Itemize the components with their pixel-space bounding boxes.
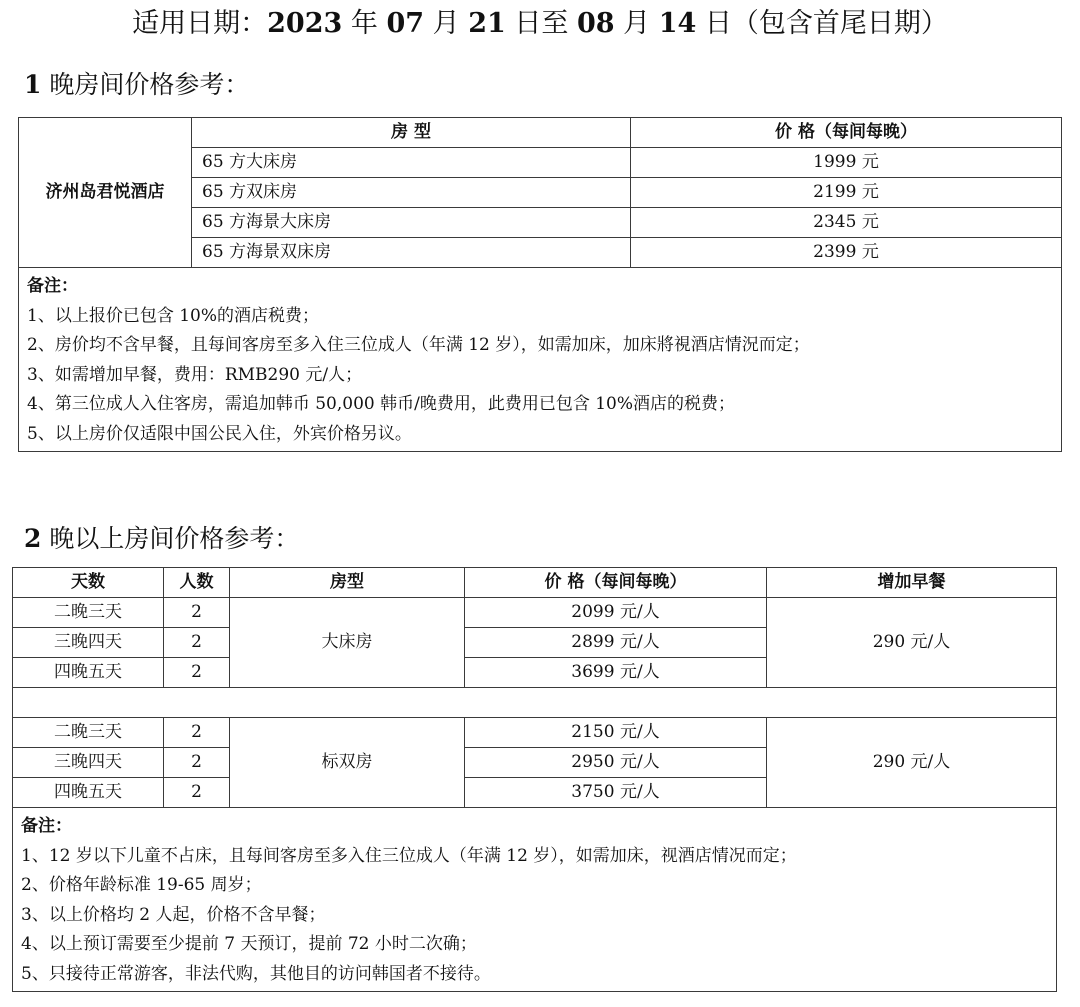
price-cell: 3699 元/人 [465,658,767,688]
header-price: 价 格（每间每晚） [465,568,767,598]
notes-cell [19,268,1062,452]
notes-title: 备注： [27,276,78,296]
note-item: 1、12 岁以下儿童不占床，且每间客房至多入住三位成人（年满 12 岁），如需加床，视酒店情况而定； [21,845,797,866]
breakfast-cell: 290 元/人 [767,598,1057,688]
note-item: 5、只接待正常游客，非法代购，其他目的访问韩国者不接待。 [21,963,491,984]
header-room-type: 房 型 [192,118,631,148]
note-item: 2、价格年龄标准 19-65 周岁； [21,875,262,895]
section2-heading: 2 晚以上房间价格参考： [24,524,300,553]
header-room-type: 房型 [230,568,465,598]
breakfast-cell: 290 元/人 [767,718,1057,808]
table-header-row [19,118,1062,148]
price-cell: 3750 元/人 [465,778,767,808]
price-cell: 2399 元 [631,238,1062,268]
people-cell: 2 [164,778,230,808]
days-cell: 二晚三天 [13,718,164,748]
multi-night-price-table [12,567,1057,992]
spacer-row [13,688,1057,718]
spacer-cell [13,688,1057,718]
note-item: 5、以上房价仅适限中国公民入住，外宾价格另议。 [27,423,412,444]
room-type-cell: 65 方双床房 [192,178,631,208]
room-type-cell: 65 方大床房 [192,148,631,178]
note-item: 4、第三位成人入住客房，需追加韩币 50,000 韩币/晚费用，此费用已包含 10%酒店的税费； [27,394,736,414]
note-item: 3、以上价格均 2 人起，价格不含早餐； [21,904,326,925]
note-item: 3、如需增加早餐，费用：RMB290 元/人； [27,364,363,385]
header-people: 人数 [164,568,230,598]
room-type-cell: 标双房 [230,718,465,808]
validity-date-title: 适用日期：2023 年 07 月 21 日至 08 月 14 日（包含首尾日期） [132,8,948,39]
days-cell: 四晚五天 [13,658,164,688]
one-night-price-table [18,117,1062,452]
people-cell: 2 [164,598,230,628]
header-price: 价 格（每间每晚） [631,118,1062,148]
days-cell: 四晚五天 [13,778,164,808]
price-cell: 2950 元/人 [465,748,767,778]
people-cell: 2 [164,748,230,778]
price-cell: 1999 元 [631,148,1062,178]
people-cell: 2 [164,718,230,748]
price-cell: 2899 元/人 [465,628,767,658]
hotel-name: 济州岛君悦酒店 [19,118,192,268]
people-cell: 2 [164,628,230,658]
note-item: 1、以上报价已包含 10%的酒店税费； [27,305,320,326]
days-cell: 二晚三天 [13,598,164,628]
table-row [13,598,1057,628]
price-cell: 2199 元 [631,178,1062,208]
days-cell: 三晚四天 [13,628,164,658]
room-type-cell: 65 方海景大床房 [192,208,631,238]
people-cell: 2 [164,658,230,688]
table-header-row [13,568,1057,598]
note-item: 4、以上预订需要至少提前 7 天预订，提前 72 小时二次确； [21,934,477,954]
notes-row [19,268,1062,452]
price-cell: 2099 元/人 [465,598,767,628]
notes-cell [13,808,1057,992]
header-breakfast: 增加早餐 [767,568,1057,598]
days-cell: 三晚四天 [13,748,164,778]
room-type-cell: 大床房 [230,598,465,688]
header-days: 天数 [13,568,164,598]
notes-row [13,808,1057,992]
note-item: 2、房价均不含早餐，且每间客房至多入住三位成人（年满 12 岁），如需加床，加床將視酒店情況而定； [27,335,810,355]
section1-heading: 1 晚房间价格参考： [24,70,250,99]
room-type-cell: 65 方海景双床房 [192,238,631,268]
table-row [13,718,1057,748]
notes-title: 备注： [21,816,72,836]
price-cell: 2150 元/人 [465,718,767,748]
price-cell: 2345 元 [631,208,1062,238]
